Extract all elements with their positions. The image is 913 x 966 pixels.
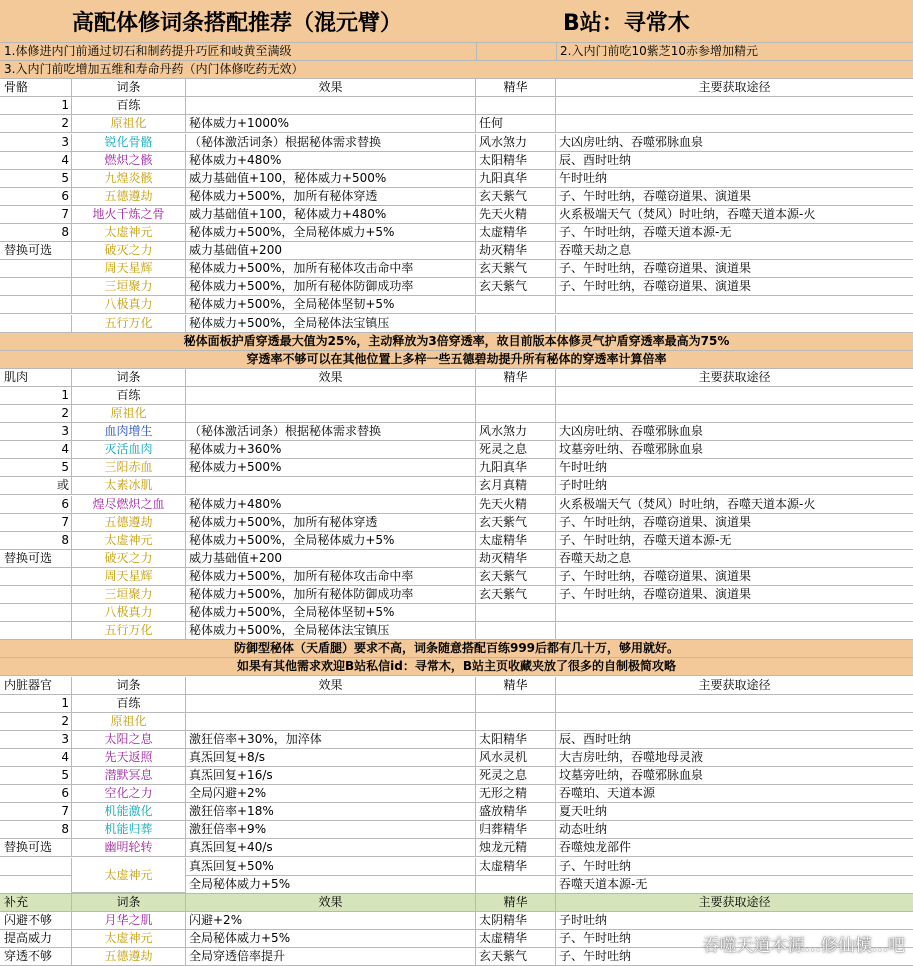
entry-essence: 劫灭精华 bbox=[476, 242, 556, 259]
note-text: 秘体面板护盾穿透最大值为25%，主动释放为3倍穿透率，故目前版本体修灵气护盾穿透率最高为75% bbox=[183, 333, 730, 348]
entry-effect bbox=[186, 97, 476, 114]
row-index: 7 bbox=[0, 514, 72, 531]
entry-effect: 秘体威力+500%，全局秘体威力+5% bbox=[186, 532, 476, 549]
entry-effect: 秘体威力+500%，加所有秘体攻击命中率 bbox=[186, 568, 476, 585]
entry-path: 子时吐纳 bbox=[559, 478, 608, 493]
entry-path: 火系极端天气（焚风）时吐纳，吞噬天道本源-火 bbox=[559, 206, 816, 221]
entry-name: 幽明轮转 bbox=[72, 839, 186, 856]
entry-effect: 秘体威力+500%，加所有秘体穿透 bbox=[186, 188, 476, 205]
row-index bbox=[0, 876, 72, 893]
column-header-effect: 效果 bbox=[186, 79, 476, 96]
entry-essence: 烛龙元精 bbox=[476, 839, 556, 856]
entry-essence: 太阴精华 bbox=[476, 912, 556, 929]
column-header-path: 主要获取途径 bbox=[698, 894, 771, 909]
entry-path bbox=[556, 387, 913, 404]
entry-path: 子、午时吐纳，吞噬窃道果、演道果 bbox=[559, 514, 752, 529]
entry-effect bbox=[186, 713, 476, 730]
note-row bbox=[0, 61, 913, 79]
entry-effect bbox=[186, 387, 476, 404]
entry-name: 太素冰肌 bbox=[72, 477, 186, 494]
entry-path: 子、午时吐纳 bbox=[559, 858, 632, 873]
row-index: 2 bbox=[0, 405, 72, 422]
column-header-row bbox=[0, 894, 913, 912]
row-index: 提高威力 bbox=[0, 930, 72, 947]
entry-essence: 玄天紫气 bbox=[476, 278, 556, 295]
entry-effect: 秘体威力+500%，全局秘体威力+5% bbox=[186, 224, 476, 241]
table-row bbox=[0, 622, 913, 640]
table-row bbox=[0, 188, 913, 206]
row-index: 1 bbox=[0, 387, 72, 404]
table-row bbox=[0, 749, 913, 767]
row-index: 或 bbox=[0, 477, 72, 494]
entry-essence: 玄天紫气 bbox=[476, 514, 556, 531]
row-index: 2 bbox=[0, 713, 72, 730]
row-index bbox=[0, 622, 72, 639]
entry-essence bbox=[476, 296, 556, 313]
entry-path: 火系极端天气（焚风）时吐纳，吞噬天道本源-火 bbox=[559, 496, 816, 511]
entry-path: 动态吐纳 bbox=[559, 822, 608, 837]
row-index: 3 bbox=[0, 731, 72, 748]
table-row bbox=[0, 586, 913, 604]
entry-path: 夏天吐纳 bbox=[559, 804, 608, 819]
entry-name: 三阳赤血 bbox=[72, 459, 186, 476]
entry-effect: 秘体威力+480% bbox=[186, 152, 476, 169]
entry-name: 太虚神元 bbox=[72, 930, 186, 947]
entry-effect: 激狂倍率+9% bbox=[186, 821, 476, 838]
author-credit: B站：寻常木 bbox=[563, 11, 690, 36]
entry-name: 先天返照 bbox=[72, 749, 186, 766]
entry-name: 太虚神元 bbox=[72, 532, 186, 549]
entry-path bbox=[556, 296, 913, 313]
table-row bbox=[0, 532, 913, 550]
entry-essence bbox=[476, 97, 556, 114]
table-row bbox=[0, 803, 913, 821]
row-index bbox=[0, 278, 72, 295]
entry-path: 子、午时吐纳 bbox=[559, 949, 632, 963]
column-header-essence: 精华 bbox=[476, 894, 556, 911]
note-row bbox=[0, 351, 913, 369]
entry-name: 煌尽燃炽之血 bbox=[72, 496, 186, 513]
entry-essence: 玄天紫气 bbox=[476, 948, 556, 965]
entry-name: 三垣聚力 bbox=[72, 278, 186, 295]
note-row bbox=[0, 658, 913, 676]
table-row bbox=[0, 731, 913, 749]
table-row bbox=[0, 713, 913, 731]
table-row bbox=[0, 514, 913, 532]
entry-name: 周天星辉 bbox=[72, 260, 186, 277]
entry-path bbox=[556, 713, 913, 730]
table-row bbox=[0, 423, 913, 441]
entry-essence bbox=[476, 713, 556, 730]
entry-name: 五德遵劫 bbox=[72, 948, 186, 965]
entry-name: 潜默冥息 bbox=[72, 767, 186, 784]
column-header-essence: 精华 bbox=[476, 79, 556, 96]
entry-name: 五德遵劫 bbox=[72, 188, 186, 205]
table-row bbox=[0, 152, 913, 170]
entry-essence bbox=[476, 604, 556, 621]
column-header-path: 主要获取途径 bbox=[698, 80, 771, 95]
column-header-entry: 词条 bbox=[72, 677, 186, 694]
row-index: 1 bbox=[0, 97, 72, 114]
entry-effect: 全局闪避+2% bbox=[186, 785, 476, 802]
column-header-row bbox=[0, 369, 913, 387]
note-text: 穿透率不够可以在其他位置上多梓一些五德碧劫提升所有秘体的穿透率计算倍率 bbox=[246, 351, 667, 366]
column-header-row bbox=[0, 79, 913, 97]
table-row bbox=[0, 242, 913, 260]
row-index: 4 bbox=[0, 441, 72, 458]
row-index: 4 bbox=[0, 749, 72, 766]
entry-essence: 归葬精华 bbox=[476, 821, 556, 838]
entry-name: 机能归葬 bbox=[72, 821, 186, 838]
note-row bbox=[0, 333, 913, 351]
table-row bbox=[0, 387, 913, 405]
row-index: 8 bbox=[0, 532, 72, 549]
note-text: 2.入内门前吃10紫芝10赤参增加精元 bbox=[560, 44, 758, 58]
row-index: 4 bbox=[0, 152, 72, 169]
column-header-entry: 词条 bbox=[72, 79, 186, 96]
entry-effect: （秘体激活词条）根据秘体需求替换 bbox=[186, 423, 476, 440]
row-index: 1 bbox=[0, 695, 72, 712]
column-header-entry: 词条 bbox=[72, 894, 186, 911]
entry-name: 灭活血肉 bbox=[72, 441, 186, 458]
entry-name: 空化之力 bbox=[72, 785, 186, 802]
entry-essence: 九阳真华 bbox=[476, 170, 556, 187]
section-label: 内脏器官 bbox=[0, 677, 72, 694]
entry-essence: 玄天紫气 bbox=[476, 568, 556, 585]
entry-essence: 盛放精华 bbox=[476, 803, 556, 820]
entry-effect: 秘体威力+500%，全局秘体坚韧+5% bbox=[186, 296, 476, 313]
table-row bbox=[0, 550, 913, 568]
entry-effect: 秘体威力+1000% bbox=[186, 115, 476, 132]
entry-path: 辰、酉时吐纳 bbox=[559, 152, 632, 167]
entry-effect: （秘体激活词条）根据秘体需求替换 bbox=[186, 134, 476, 151]
table-row bbox=[0, 767, 913, 785]
entry-name: 原祖化 bbox=[72, 115, 186, 132]
entry-name: 破灭之力 bbox=[72, 242, 186, 259]
entry-essence bbox=[476, 622, 556, 639]
entry-essence: 先天火精 bbox=[476, 496, 556, 513]
entry-essence: 死灵之息 bbox=[476, 441, 556, 458]
entry-path bbox=[556, 405, 913, 422]
table-row bbox=[0, 477, 913, 495]
table-row bbox=[0, 296, 913, 314]
table-row bbox=[0, 568, 913, 586]
entry-path: 午时吐纳 bbox=[559, 460, 608, 475]
table-row bbox=[0, 115, 913, 133]
watermark: 吞噬天道本源...修仙模...吧 bbox=[702, 936, 905, 956]
column-header-effect: 效果 bbox=[186, 677, 476, 694]
entry-path: 午时吐纳 bbox=[559, 170, 608, 185]
row-index bbox=[0, 315, 72, 332]
table-row bbox=[0, 260, 913, 278]
entry-effect: 威力基础值+200 bbox=[186, 550, 476, 567]
row-index: 7 bbox=[0, 206, 72, 223]
entry-effect: 全局秘体威力+5% bbox=[186, 930, 476, 947]
entry-essence: 九阳真华 bbox=[476, 459, 556, 476]
row-index: 6 bbox=[0, 188, 72, 205]
entry-essence: 劫灭精华 bbox=[476, 550, 556, 567]
entry-effect: 秘体威力+500%，加所有秘体攻击命中率 bbox=[186, 260, 476, 277]
column-header-essence: 精华 bbox=[476, 369, 556, 386]
entry-effect: 全局秘体威力+5% bbox=[186, 876, 476, 893]
row-index bbox=[0, 858, 72, 875]
row-index: 5 bbox=[0, 459, 72, 476]
table-row bbox=[0, 315, 913, 333]
column-header-path: 主要获取途径 bbox=[698, 369, 771, 384]
table-row bbox=[0, 459, 913, 477]
divider bbox=[476, 43, 557, 60]
entry-name: 太虚神元 bbox=[72, 858, 186, 893]
entry-name: 周天星辉 bbox=[72, 568, 186, 585]
entry-effect: 真炁回复+40/s bbox=[186, 839, 476, 856]
row-index: 替换可选 bbox=[0, 242, 72, 259]
entry-path: 子时吐纳 bbox=[559, 912, 608, 927]
entry-name: 原祖化 bbox=[72, 405, 186, 422]
entry-essence: 玄天紫气 bbox=[476, 586, 556, 603]
table-row bbox=[0, 134, 913, 152]
entry-effect: 秘体威力+500%，加所有秘体防御成功率 bbox=[186, 278, 476, 295]
entry-path: 子、午时吐纳，吞噬窃道果、演道果 bbox=[559, 568, 752, 583]
entry-essence: 任何 bbox=[476, 115, 556, 132]
row-index: 8 bbox=[0, 224, 72, 241]
table-row bbox=[0, 496, 913, 514]
title-bar bbox=[0, 0, 913, 43]
table-row bbox=[0, 821, 913, 839]
entry-effect bbox=[186, 405, 476, 422]
entry-effect: 秘体威力+500% bbox=[186, 459, 476, 476]
entry-effect: 秘体威力+500%，全局秘体坚韧+5% bbox=[186, 604, 476, 621]
entry-essence: 太阳精华 bbox=[476, 731, 556, 748]
entry-name: 百练 bbox=[72, 695, 186, 712]
table-row bbox=[0, 278, 913, 296]
entry-effect: 秘体威力+500%，全局秘体法宝镇压 bbox=[186, 622, 476, 639]
entry-essence bbox=[476, 876, 556, 893]
entry-effect: 威力基础值+200 bbox=[186, 242, 476, 259]
entry-effect bbox=[186, 477, 476, 494]
entry-name: 太阳之息 bbox=[72, 731, 186, 748]
section-label: 骨骼 bbox=[0, 79, 72, 96]
entry-path: 大吉房吐纳，吞噬地母灵液 bbox=[559, 749, 704, 764]
entry-name: 机能激化 bbox=[72, 803, 186, 820]
row-index bbox=[0, 260, 72, 277]
entry-path: 子、午时吐纳，吞噬窃道果、演道果 bbox=[559, 188, 752, 203]
entry-effect: 秘体威力+500%，全局秘体法宝镇压 bbox=[186, 315, 476, 332]
row-index: 3 bbox=[0, 423, 72, 440]
entry-essence: 太虚精华 bbox=[476, 224, 556, 241]
entry-path bbox=[556, 115, 913, 132]
entry-path bbox=[556, 315, 913, 332]
entry-essence bbox=[476, 405, 556, 422]
entry-name: 月华之肌 bbox=[72, 912, 186, 929]
entry-name: 五行万化 bbox=[72, 622, 186, 639]
entry-name: 五行万化 bbox=[72, 315, 186, 332]
entry-path: 子、午时吐纳，吞噬窃道果、演道果 bbox=[559, 279, 752, 294]
entry-name: 三垣聚力 bbox=[72, 586, 186, 603]
entry-name: 原祖化 bbox=[72, 713, 186, 730]
entry-essence: 太阳精华 bbox=[476, 152, 556, 169]
entry-essence bbox=[476, 315, 556, 332]
entry-name: 太虚神元 bbox=[72, 224, 186, 241]
entry-path: 吞噬烛龙部件 bbox=[559, 840, 632, 855]
entry-path: 大凶房吐纳、吞噬邪脉血泉 bbox=[559, 424, 704, 439]
entry-name: 九煌炎骸 bbox=[72, 170, 186, 187]
table-row bbox=[0, 206, 913, 224]
entry-effect: 真炁回复+16/s bbox=[186, 767, 476, 784]
entry-name: 锐化骨骼 bbox=[72, 134, 186, 151]
entry-essence: 风水煞力 bbox=[476, 134, 556, 151]
section-label: 补充 bbox=[0, 894, 72, 911]
table-row bbox=[0, 912, 913, 930]
entry-essence: 风水煞力 bbox=[476, 423, 556, 440]
entry-essence bbox=[476, 695, 556, 712]
note-row bbox=[0, 640, 913, 658]
entry-path: 吞噬天劫之息 bbox=[559, 550, 632, 565]
column-header-path: 主要获取途径 bbox=[698, 677, 771, 692]
entry-path: 子、午时吐纳，吞噬天道本源-无 bbox=[559, 532, 732, 547]
row-index bbox=[0, 296, 72, 313]
table-row bbox=[0, 785, 913, 803]
entry-effect: 威力基础值+100，秘体威力+480% bbox=[186, 206, 476, 223]
entry-effect: 秘体威力+360% bbox=[186, 441, 476, 458]
entry-path: 大凶房吐纳、吞噬邪脉血泉 bbox=[559, 134, 704, 149]
entry-name: 地火千炼之骨 bbox=[72, 206, 186, 223]
entry-essence: 风水灵机 bbox=[476, 749, 556, 766]
entry-path: 吞噬天劫之息 bbox=[559, 243, 632, 258]
row-index bbox=[0, 604, 72, 621]
entry-path: 坟墓旁吐纳，吞噬邪脉血泉 bbox=[559, 768, 704, 782]
table-row bbox=[0, 695, 913, 713]
row-index: 7 bbox=[0, 803, 72, 820]
entry-effect: 全局穿透倍率提升 bbox=[186, 948, 476, 965]
table-row bbox=[0, 97, 913, 115]
entry-name: 八极真力 bbox=[72, 604, 186, 621]
entry-path bbox=[556, 622, 913, 639]
row-index: 6 bbox=[0, 785, 72, 802]
entry-essence bbox=[476, 387, 556, 404]
table-row bbox=[0, 441, 913, 459]
row-index: 6 bbox=[0, 496, 72, 513]
entry-effect: 激狂倍率+18% bbox=[186, 803, 476, 820]
section-label: 肌肉 bbox=[0, 369, 72, 386]
entry-name: 破灭之力 bbox=[72, 550, 186, 567]
entry-path: 子、午时吐纳，吞噬窃道果、演道果 bbox=[559, 587, 752, 601]
entry-effect: 秘体威力+480% bbox=[186, 496, 476, 513]
row-index bbox=[0, 568, 72, 585]
note-text: 如果有其他需求欢迎B站私信id：寻常木，B站主页收藏夹放了很多的自制极简攻略 bbox=[237, 659, 676, 674]
entry-effect bbox=[186, 695, 476, 712]
row-index bbox=[0, 586, 72, 603]
entry-effect: 真炁回复+8/s bbox=[186, 749, 476, 766]
row-index: 5 bbox=[0, 170, 72, 187]
entry-path bbox=[556, 97, 913, 114]
row-index: 5 bbox=[0, 767, 72, 784]
table-row bbox=[0, 604, 913, 622]
entry-path: 辰、酉时吐纳 bbox=[559, 731, 632, 746]
note-text: 1.体修进内门前通过切石和制药提升巧匠和岐黄至满级 bbox=[4, 44, 292, 58]
entry-effect: 闪避+2% bbox=[186, 912, 476, 929]
entry-essence: 先天火精 bbox=[476, 206, 556, 223]
column-header-entry: 词条 bbox=[72, 369, 186, 386]
entry-essence: 太虚精华 bbox=[476, 532, 556, 549]
column-header-row bbox=[0, 677, 913, 695]
entry-path: 坟墓旁吐纳、吞噬邪脉血泉 bbox=[559, 442, 704, 457]
row-index: 闪避不够 bbox=[0, 912, 72, 929]
entry-effect: 威力基础值+100，秘体威力+500% bbox=[186, 170, 476, 187]
entry-name: 八极真力 bbox=[72, 296, 186, 313]
entry-path bbox=[556, 604, 913, 621]
entry-essence: 无形之精 bbox=[476, 785, 556, 802]
entry-effect: 真炁回复+50% bbox=[186, 858, 476, 875]
table-row bbox=[0, 405, 913, 423]
note-row bbox=[0, 43, 913, 61]
table-row bbox=[0, 170, 913, 188]
entry-path bbox=[556, 695, 913, 712]
entry-name: 百练 bbox=[72, 387, 186, 404]
entry-essence: 太虚精华 bbox=[476, 930, 556, 947]
entry-path: 吞噬天道本源-无 bbox=[559, 876, 648, 891]
row-index: 穿透不够 bbox=[0, 948, 72, 965]
entry-path: 吞噬珀、天道本源 bbox=[559, 786, 656, 801]
row-index: 3 bbox=[0, 134, 72, 151]
column-header-essence: 精华 bbox=[476, 677, 556, 694]
column-header-effect: 效果 bbox=[186, 369, 476, 386]
entry-effect: 秘体威力+500%，加所有秘体穿透 bbox=[186, 514, 476, 531]
entry-name: 血肉增生 bbox=[72, 423, 186, 440]
table-row bbox=[0, 839, 913, 857]
table-row bbox=[0, 224, 913, 242]
entry-essence: 太虚精华 bbox=[476, 858, 556, 875]
page-title: 高配体修词条搭配推荐（混元臂） bbox=[72, 11, 403, 36]
entry-essence: 死灵之息 bbox=[476, 767, 556, 784]
entry-effect: 激狂倍率+30%，加淬体 bbox=[186, 731, 476, 748]
entry-name: 百练 bbox=[72, 97, 186, 114]
entry-path: 子、午时吐纳，吞噬天道本源-无 bbox=[559, 225, 732, 239]
row-index: 替换可选 bbox=[0, 839, 72, 856]
row-index: 8 bbox=[0, 821, 72, 838]
entry-essence: 玄月真精 bbox=[476, 477, 556, 494]
column-header-effect: 效果 bbox=[186, 894, 476, 911]
entry-path: 子、午时吐纳，吞噬窃道果、演道果 bbox=[559, 261, 752, 276]
entry-effect: 秘体威力+500%，加所有秘体防御成功率 bbox=[186, 586, 476, 603]
row-index: 2 bbox=[0, 115, 72, 132]
entry-essence: 玄天紫气 bbox=[476, 188, 556, 205]
note-text: 3.入内门前吃增加五维和寿命丹药（内门体修吃药无效） bbox=[4, 62, 304, 77]
row-index: 替换可选 bbox=[0, 550, 72, 567]
entry-essence: 玄天紫气 bbox=[476, 260, 556, 277]
entry-name: 五德遵劫 bbox=[72, 514, 186, 531]
entry-name: 燃炽之骸 bbox=[72, 152, 186, 169]
entry-path: 子、午时吐纳 bbox=[559, 930, 632, 945]
note-text: 防御型秘体（天盾腿）要求不高，词条随意搭配百练999后都有几十万，够用就好。 bbox=[233, 641, 680, 656]
